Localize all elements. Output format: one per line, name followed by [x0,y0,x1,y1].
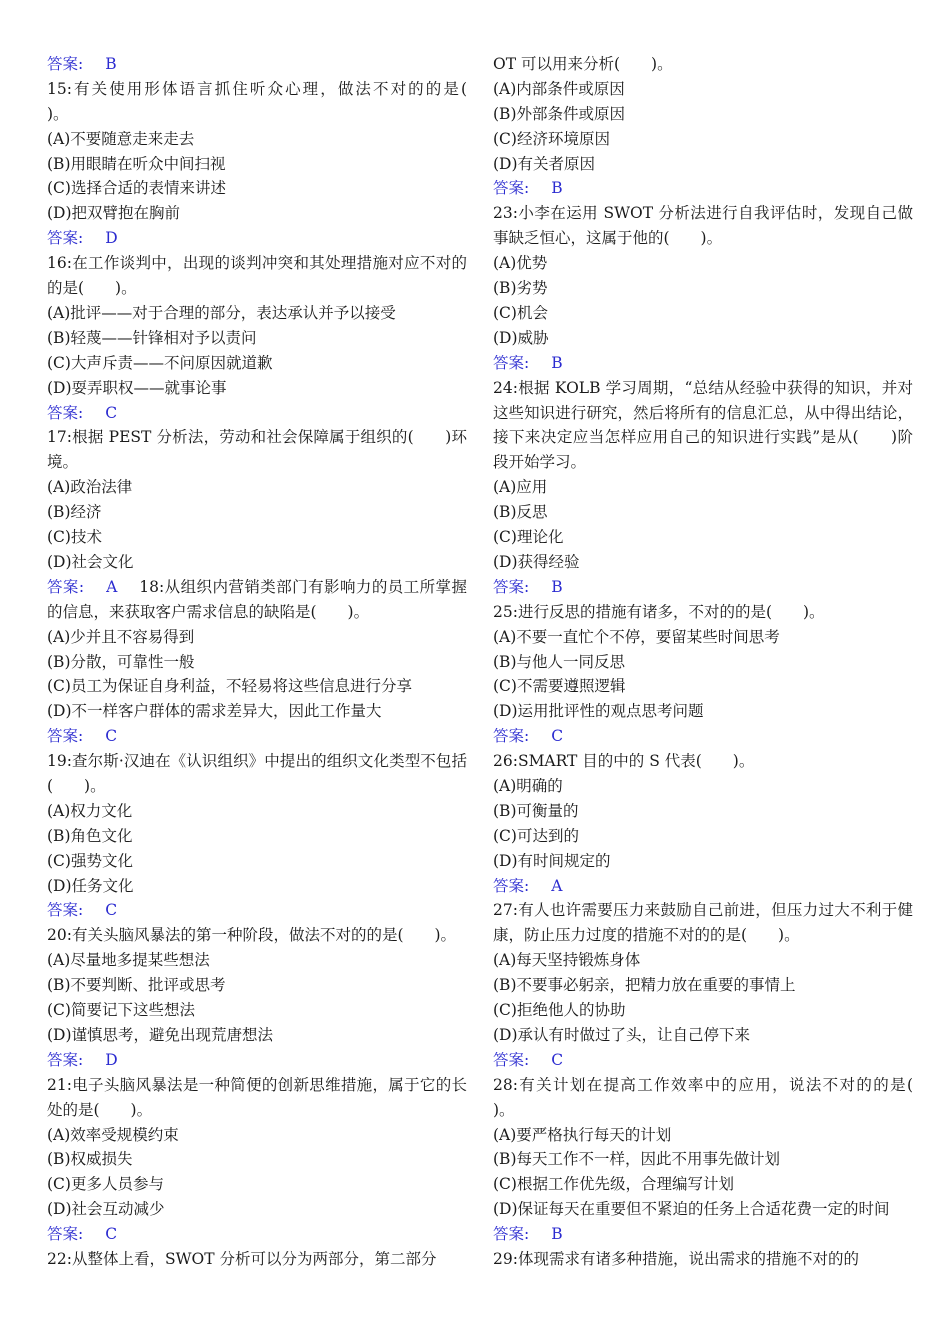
question-17-stem: 17:根据 PEST 分析法，劳动和社会保障属于组织的( )环境。 [47,428,467,472]
option-21-b: (B)权威损失 [47,1150,133,1169]
option-24-d: (D)获得经验 [493,552,580,571]
answer-21: 答案: C [47,1225,118,1244]
answer-19: 答案: C [47,901,118,920]
option-17-d: (D)社会文化 [47,552,134,571]
option-24-b: (B)反思 [493,503,548,522]
option-28-d: (D)保证每天在重要但不紧迫的任务上合适花费一定的时间 [493,1200,890,1219]
option-23-b: (B)劣势 [493,279,548,298]
option-27-c: (C)拒绝他人的协助 [493,1001,626,1020]
option-20-c: (C)简要记下这些想法 [47,1001,195,1020]
option-26-c: (C)可达到的 [493,826,579,845]
option-15-b: (B)用眼睛在听众中间扫视 [47,154,226,173]
option-20-d: (D)谨慎思考，避免出现荒唐想法 [47,1025,274,1044]
option-19-a: (A)权力文化 [47,801,133,820]
option-27-a: (A)每天坚持锻炼身体 [493,951,641,970]
answer-22: 答案: B [493,179,563,198]
option-21-c: (C)更多人员参与 [47,1175,164,1194]
option-20-a: (A)尽量地多提某些想法 [47,951,210,970]
question-29-stem: 29:体现需求有诸多种措施，说出需求的措施不对的的 [493,1249,859,1268]
option-15-c: (C)选择合适的表情来讲述 [47,179,226,198]
option-17-c: (C)技术 [47,528,102,547]
answer-24: 答案: B [493,577,563,596]
answer-15: 答案: D [47,229,118,248]
answer-16: 答案: C [47,403,118,422]
question-23-stem: 23:小李在运用 SWOT 分析法进行自我评估时，发现自己做事缺乏恒心，这属于他的( )。 [493,204,913,248]
option-18-c: (C)员工为保证自身利益，不轻易将这些信息进行分享 [47,677,412,696]
option-16-c: (C)大声斥责——不问原因就道歉 [47,353,273,372]
option-17-b: (B)经济 [47,503,102,522]
option-28-a: (A)要严格执行每天的计划 [493,1125,672,1144]
option-25-a: (A)不要一直忙个不停，要留某些时间思考 [493,627,780,646]
option-25-b: (B)与他人一同反思 [493,652,625,671]
option-19-c: (C)强势文化 [47,851,133,870]
option-24-c: (C)理论化 [493,528,564,547]
option-17-a: (A)政治法律 [47,478,133,497]
question-28-stem: 28:有关计划在提高工作效率中的应用，说法不对的的是( )。 [493,1075,945,1119]
option-19-d: (D)任务文化 [47,876,134,895]
option-23-a: (A)优势 [493,254,548,273]
option-20-b: (B)不要判断、批评或思考 [47,976,226,995]
answer-17-with-question-18: 答案: A 18:从组织内营销类部门有影响力的员工所掌握的信息，来获取客户需求信息的缺陷是( )。 [47,577,467,621]
answer-25: 答案: C [493,727,564,746]
option-22-c: (C)经济环境原因 [493,129,610,148]
option-23-c: (C)机会 [493,303,548,322]
question-19-stem: 19:查尔斯·汉迪在《认识组织》中提出的组织文化类型不包括( )。 [47,752,467,795]
question-21-stem: 21:电子头脑风暴法是一种简便的创新思维措施，属于它的长处的是( )。 [47,1075,467,1119]
question-24-stem: 24:根据 KOLB 学习周期，“总结从经验中获得的知识，并对这些知识进行研究，然后将所有的信息汇总，从中得出结论，接下来决定应当怎样应用自己的知识进行实践”是从( )阶段开始学习。 [493,378,913,472]
answer-28: 答案: B [493,1225,563,1244]
question-18-stem: 18:从组织内营销类部门有影响力的员工所掌握的信息，来获取客户需求信息的缺陷是( )。 [47,577,467,621]
option-19-b: (B)角色文化 [47,826,133,845]
option-15-d: (D)把双臂抱在胸前 [47,204,181,223]
question-27-stem: 27:有人也许需要压力来鼓励自己前进，但压力过大不利于健康，防止压力过度的措施不对的的是( )。 [493,901,913,945]
question-22-stem: 22:从整体上看，SWOT 分析可以分为两部分，第二部分 [47,1249,437,1268]
answer-20: 答案: D [47,1050,118,1069]
question-16-stem: 16:在工作谈判中，出现的谈判冲突和其处理措施对应不对的的是( )。 [47,254,467,298]
option-26-a: (A)明确的 [493,776,563,795]
question-15-stem: 15:有关使用形体语言抓住听众心理，做法不对的的是( )。 [47,79,499,123]
option-26-b: (B)可衡量的 [493,801,579,820]
question-22-stem-continued: OT 可以用来分析( )。 [493,55,673,73]
question-26-stem: 26:SMART 目的中的 S 代表( )。 [493,752,755,771]
answer-27: 答案: C [493,1050,564,1069]
option-21-a: (A)效率受规模约束 [47,1125,179,1144]
option-24-a: (A)应用 [493,478,548,497]
left-column [47,52,499,1272]
option-25-c: (C)不需要遵照逻辑 [493,677,626,696]
right-column [493,52,945,1272]
option-18-a: (A)少并且不容易得到 [47,627,195,646]
option-22-b: (B)外部条件或原因 [493,104,625,123]
option-23-d: (D)威胁 [493,328,549,347]
option-27-b: (B)不要事必躬亲，把精力放在重要的事情上 [493,976,796,995]
option-28-c: (C)根据工作优先级，合理编写计划 [493,1175,734,1194]
question-25-stem: 25:进行反思的措施有诸多，不对的的是( )。 [493,602,825,621]
option-27-d: (D)承认有时做过了头，让自己停下来 [493,1025,751,1044]
option-25-d: (D)运用批评性的观点思考问题 [493,702,704,721]
answer-18: 答案: C [47,727,118,746]
option-18-b: (B)分散，可靠性一般 [47,652,195,671]
option-22-d: (D)有关者原因 [493,154,596,173]
answer-23: 答案: B [493,353,563,372]
option-15-a: (A)不要随意走来走去 [47,129,195,148]
option-22-a: (A)内部条件或原因 [493,79,625,98]
option-16-a: (A)批评——对于合理的部分，表达承认并予以接受 [47,303,396,322]
option-28-b: (B)每天工作不一样，因此不用事先做计划 [493,1150,780,1169]
option-21-d: (D)社会互动减少 [47,1200,165,1219]
option-16-b: (B)轻蔑——针锋相对予以责问 [47,328,257,347]
answer-26: 答案: A [493,876,563,895]
option-16-d: (D)耍弄职权——就事论事 [47,378,227,397]
option-26-d: (D)有时间规定的 [493,851,611,870]
answer-14: 答案: B [47,55,117,73]
option-18-d: (D)不一样客户群体的需求差异大，因此工作量大 [47,702,382,721]
question-20-stem: 20:有关头脑风暴法的第一种阶段，做法不对的的是( )。 [47,926,457,945]
